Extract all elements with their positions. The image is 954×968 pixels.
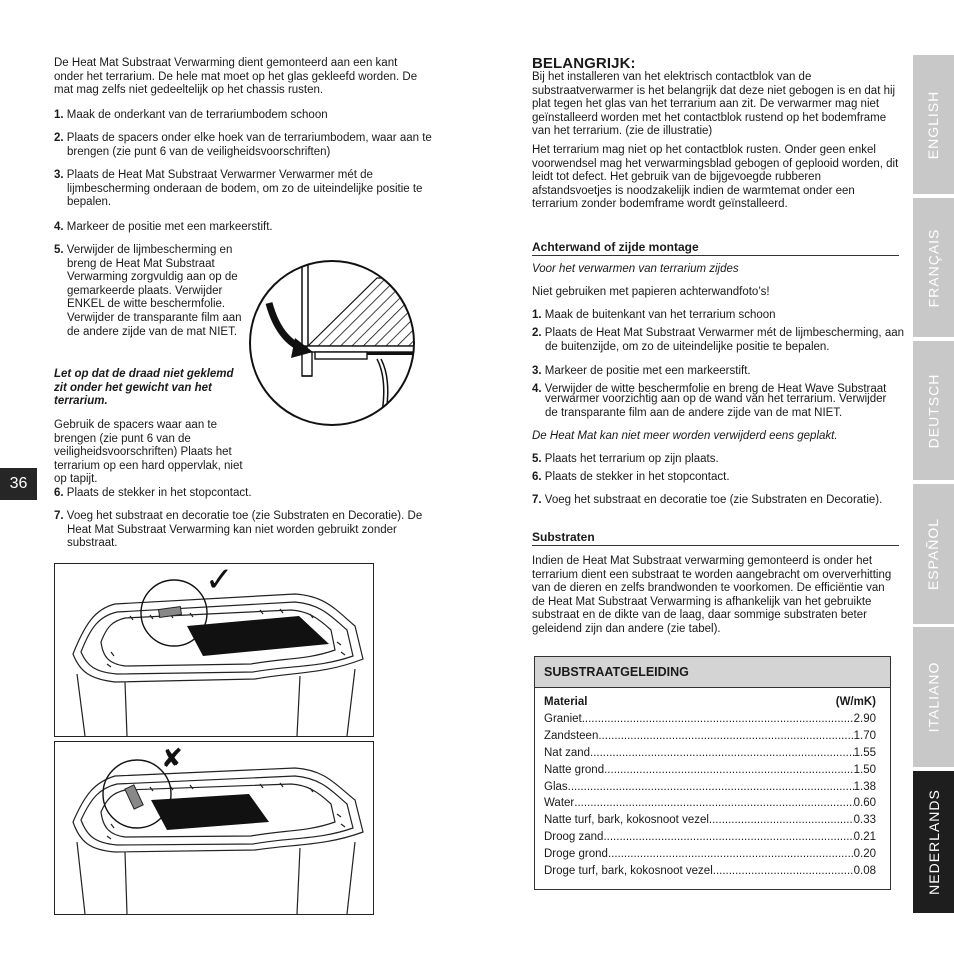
correct-installation-illustration [54,560,374,737]
step-number: 6. [54,487,64,499]
step-text: Plaats de Heat Mat Substraat Verwarmer Verwarmer mét de lijmbescherming onderaan de bodem, om zo de uiteindelijke positie te bepalen. [66,169,423,209]
achterwand-paragraph: Niet gebruiken met papieren achterwandfoto’s! [532,286,770,298]
step-text: Markeer de positie met een markeerstift. [544,365,751,377]
step-number: 1. [532,309,542,321]
belangrijk-paragraph-2: Het terrarium mag niet op het contactblok rusten. Onder geen enkel voorwendsel mag het verwarmingsblad gebogen of geplooid worden, dit leidt tot defect. Het gebruik van de bijgevoegde rubberen afstandsvoetjes is noodzakelijk indien de warmtemat onder een terrarium zonder bodemframe wordt geïnstalleerd. [532,144,899,211]
achterwand-subtitle: Voor het verwarmen van terrarium zijdes [532,263,739,275]
step-text: Maak de onderkant van de terrariumbodem schoon [66,109,328,121]
row-value: 2.90 [853,713,876,725]
step-number: 7. [532,494,542,506]
row-value: 0.33 [853,814,876,826]
step-2 [54,132,437,159]
check-mark-icon: ✓ [205,560,234,600]
cable-detail-illustration [247,258,417,428]
tab-label: DEUTSCH [925,373,942,448]
column-unit: (W/mK) [835,696,876,708]
step-text: Voeg het substraat en decoratie toe (zie Substraten en Decoratie). De Heat Mat Substraat Verwarming kan niet worden gebruikt zonder substraat. [66,510,423,550]
incorrect-installation-illustration [54,741,374,915]
row-name: Droge grond [544,848,608,860]
removal-warning: De Heat Mat kan niet meer worden verwijderd eens geplakt. [532,430,838,442]
step-5 [54,244,257,339]
step-text: Plaats de Heat Mat Substraat Verwarmer mét de lijmbescherming, aan de buitenzijde, om zo de uiteindelijke positie te bepalen. [544,327,905,353]
tab-italiano[interactable] [913,627,954,767]
row-value: 0.60 [853,797,876,809]
row-value: 0.21 [853,831,876,843]
step-text: Verwijder de lijmbescherming en breng de Heat Mat Substraat Verwarming zorgvuldig aan op de gemarkeerde plaats. Verwijder ENKEL de witte beschermfolie. Verwijder de transparante film aan de andere zijde van de mat NIET. [66,244,242,338]
step-text: Plaats het terrarium op zijn plaats. [544,453,719,465]
step-text: Plaats de stekker in het stopcontact. [66,487,252,499]
row-value: 1.38 [853,781,876,793]
row-value: 1.70 [853,730,876,742]
step-number: 4. [54,221,64,233]
table-row [544,814,876,827]
cross-mark-icon: ✘ [161,744,183,774]
tab-label: FRANÇAIS [925,228,942,307]
tab-deutsch[interactable] [913,341,954,480]
table-row [544,764,876,777]
step-text: Plaats de spacers onder elke hoek van de terrariumbodem, waar aan te brengen (zie punt 6 van de veiligheidsvoorschriften) [66,132,432,158]
step-number: 2. [532,327,542,339]
page-number: 36 [0,468,37,500]
table-row [544,730,876,743]
step-text: Voeg het substraat en decoratie toe (zie Substraten en Decoratie). [544,494,883,506]
substraten-rule [532,545,899,546]
right-step-5 [532,453,913,467]
right-step-6 [532,471,913,485]
table-row [544,781,876,794]
right-step-7 [532,494,913,508]
row-value: 1.50 [853,764,876,776]
row-value: 1.55 [853,747,876,759]
table-title: SUBSTRAATGELEIDING [535,657,890,688]
tab-nederlands[interactable] [913,771,954,913]
belangrijk-heading: BELANGRIJK: [532,55,636,72]
tab-espanol[interactable] [913,484,954,624]
cable-warning-note: Let op dat de draad niet geklemd zit onder het gewicht van het terrarium. [54,368,234,408]
substrate-conductivity-table [534,656,891,890]
tab-english[interactable] [913,55,954,194]
table-row [544,831,876,844]
table-row [544,865,876,878]
substraten-heading: Substraten [532,530,595,544]
step-number: 6. [532,471,542,483]
right-step-4-continued: verwarmer voorzichtig aan op de wand van het terrarium. Verwijder de transparante film aan de andere zijde van de mat NIET. [545,393,887,419]
table-row [544,713,876,726]
substraten-paragraph: Indien de Heat Mat Substraat verwarming gemonteerd is onder het terrarium dient een substraat te worden aangebracht om oververhitting van de dieren en zelfs brandwonden te voorkomen. De efficiëntie van de Heat Mat Substraat Verwarming is afhankelijk van het gebruikte substraat en de dikte van de laag, daar sommige substraten beter geleidend zijn dan andere (zie tabel). [532,555,892,635]
step-number: 4. [532,383,542,395]
step-7 [54,510,437,551]
right-step-3 [532,365,913,379]
step-number: 7. [54,510,64,522]
row-name: Droog zand [544,831,604,843]
row-name: Nat zand [544,747,591,759]
step-number: 2. [54,132,64,144]
achterwand-heading: Achterwand of zijde montage [532,240,699,254]
step-6 [54,487,437,501]
step-text: Verwijder de witte beschermfolie en breng de Heat Wave Substraat [544,383,887,395]
step-text: Markeer de positie met een markeerstift. [66,221,273,233]
step-3 [54,169,437,210]
row-value: 0.20 [853,848,876,860]
step-number: 5. [54,244,64,256]
column-material: Material [544,696,588,708]
row-name: Zandsteen [544,730,599,742]
step-number: 1. [54,109,64,121]
step-4 [54,221,437,235]
tab-francais[interactable] [913,198,954,337]
table-row [544,797,876,810]
right-step-1 [532,309,913,323]
row-value: 0.08 [853,865,876,877]
table-column-headers [544,696,876,708]
step-1 [54,109,437,123]
row-name: Droge turf, bark, kokosnoot vezel [544,865,713,877]
step-number: 3. [532,365,542,377]
intro-paragraph: De Heat Mat Substraat Verwarming dient gemonteerd aan een kant onder het terrarium. De hele mat moet op het glas gekleefd worden. De mat mag zelfs niet gedeeltelijk op het chassis rusten. [54,57,418,97]
table-row [544,747,876,760]
row-name: Graniet [544,713,582,725]
row-name: Glas [544,781,568,793]
row-name: Natte turf, bark, kokosnoot vezel [544,814,709,826]
achterwand-rule [532,255,899,256]
belangrijk-paragraph-1: Bij het installeren van het elektrisch contactblok van de substraatverwarmer is het belangrijk dat deze niet gebogen is en dat hij plat tegen het glas van het terrarium aan zit. De verwarmer mag niet geïnstalleerd worden met het contactblok rustend op het bodemframe van het terrarium. (zie de illustratie) [532,71,896,138]
tab-label: NEDERLANDS [925,789,942,895]
step-number: 5. [532,453,542,465]
spacers-paragraph: Gebruik de spacers waar aan te brengen (zie punt 6 van de veiligheidsvoorschriften) Plaats het terrarium op een hard oppervlak, niet op tapijt. [54,419,243,486]
step-number: 3. [54,169,64,181]
tab-label: ESPAÑOL [925,517,942,591]
step-text: Maak de buitenkant van het terrarium schoon [544,309,776,321]
row-name: Natte grond [544,764,605,776]
right-step-2 [532,327,913,354]
tab-label: ENGLISH [925,90,942,159]
step-text: Plaats de stekker in het stopcontact. [544,471,730,483]
row-name: Water [544,797,575,809]
table-row [544,848,876,861]
tab-label: ITALIANO [925,661,942,733]
